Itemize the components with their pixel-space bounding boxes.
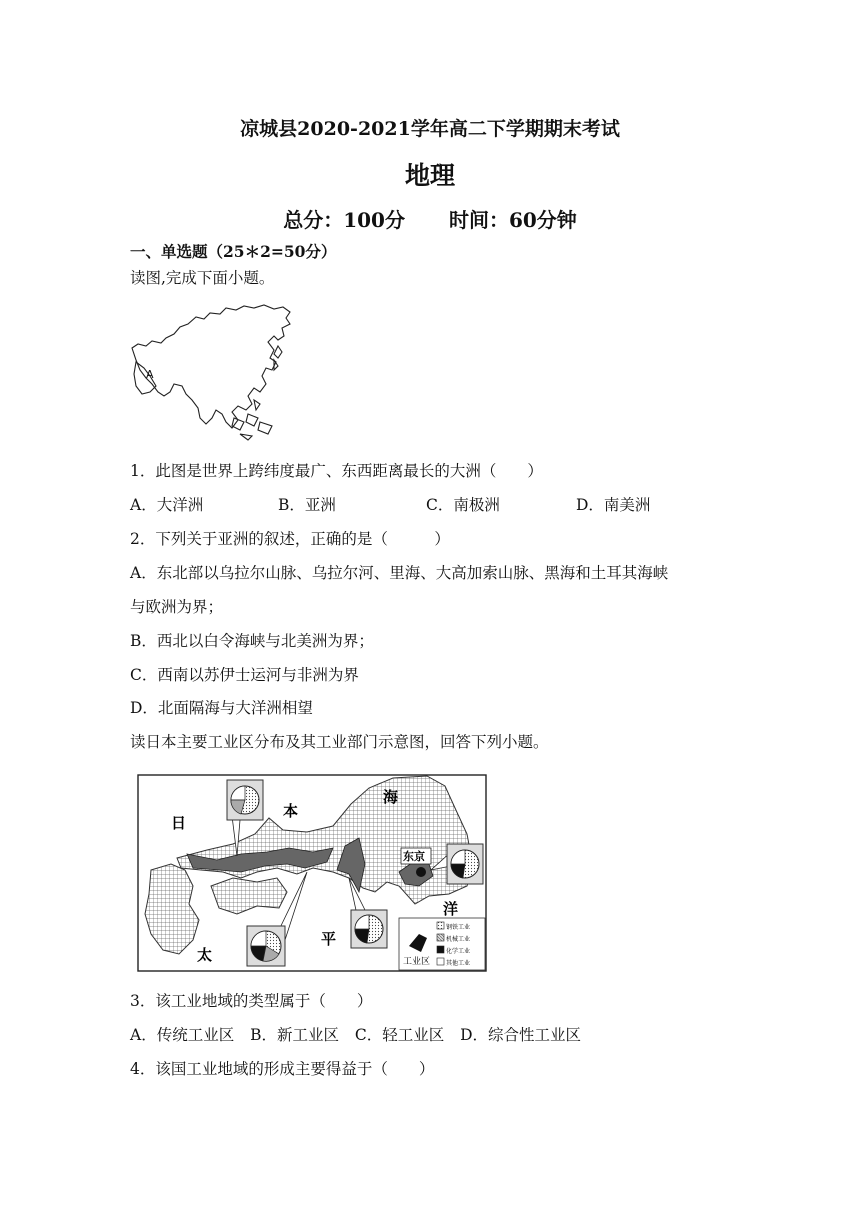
q3-option-b: B．新工业区	[250, 1026, 339, 1044]
q2-option-c: C．西南以苏伊士运河与非洲为界	[130, 666, 359, 684]
q1-option-d: D．南美洲	[576, 496, 651, 514]
q2-option-b: B．西北以白令海峡与北美洲为界；	[130, 632, 374, 650]
legend-item-4: 其他工业	[446, 960, 471, 967]
pie-box-south	[247, 926, 285, 966]
question-3-stem: 3．该工业地域的类型属于（ ）	[130, 992, 373, 1010]
tokyo-dot	[416, 867, 426, 877]
legend-item-3: 化学工业	[446, 948, 471, 955]
label-ri: 日	[171, 814, 187, 832]
label-yang: 洋	[443, 900, 459, 918]
section-intro: 读图,完成下面小题。	[130, 269, 275, 287]
label-tai: 太	[197, 946, 213, 964]
label-ping: 平	[321, 930, 337, 948]
japan-intro: 读日本主要工业区分布及其工业部门示意图，回答下列小题。	[130, 733, 549, 751]
question-4-stem: 4．该国工业地域的形成主要得益于（ ）	[130, 1060, 435, 1078]
question-1-stem: 1．此图是世界上跨纬度最广、东西距离最长的大洲（ ）	[130, 462, 543, 480]
q1-option-b: B．亚洲	[278, 496, 336, 514]
japan-islands-outline	[274, 346, 282, 370]
map-label-a: A	[146, 368, 154, 381]
question-2-stem: 2．下列关于亚洲的叙述，正确的是（ ）	[130, 530, 450, 548]
question-3-options	[130, 1025, 581, 1045]
legend-title: 工业区	[403, 957, 431, 967]
asia-map	[128, 300, 298, 442]
q2-option-a: A．东北部以乌拉尔山脉、乌拉尔河、里海、大高加索山脉、黑海和土耳其海峡	[130, 564, 669, 582]
label-hai: 海	[383, 788, 399, 806]
q1-option-a: A．大洋洲	[130, 496, 204, 514]
q3-option-c: C．轻工业区	[354, 1026, 445, 1044]
pie-box-west	[227, 780, 263, 820]
exam-time: 时间：60分钟	[448, 208, 577, 232]
total-score: 总分：100分	[283, 208, 405, 232]
q2-option-a-cont: 与欧洲为界；	[130, 598, 224, 616]
pie-box-east	[447, 844, 483, 884]
q2-option-d: D．北面隔海与大洋洲相望	[130, 699, 313, 717]
legend-item-1: 钢铁工业	[446, 924, 471, 931]
q3-option-a: A．传统工业区	[130, 1026, 235, 1044]
label-tokyo: 东京	[403, 850, 425, 863]
asia-outline	[132, 305, 290, 428]
question-1-options	[130, 495, 650, 515]
q3-option-d: D．综合性工业区	[460, 1026, 582, 1044]
japan-industry-map	[137, 774, 487, 972]
exam-title: 凉城县2020-2021学年高二下学期期末考试	[240, 118, 620, 140]
score-time-line	[0, 204, 860, 233]
q1-option-c: C．南极洲	[426, 496, 500, 514]
legend-item-2: 机械工业	[446, 936, 471, 943]
label-ben: 本	[283, 802, 299, 820]
pie-box-central	[351, 910, 387, 948]
map-legend	[399, 918, 485, 970]
subject-title: 地理	[404, 161, 455, 190]
section-heading: 一、单选题（25＊2=50分）	[130, 242, 337, 261]
